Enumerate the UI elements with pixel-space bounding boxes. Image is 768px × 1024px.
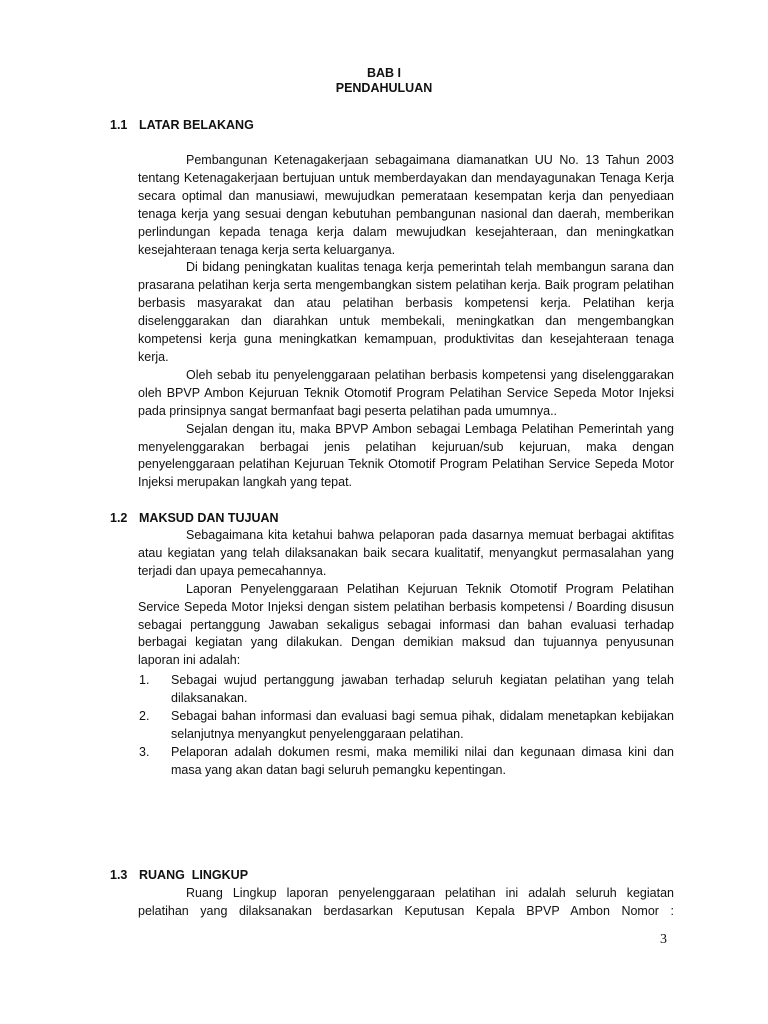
- list-item-number: 2.: [139, 708, 150, 723]
- list-item: [138, 708, 674, 744]
- list-item-text: Pelaporan adalah dokumen resmi, maka memiliki nilai dan kegunaan dimasa kini dan masa yang akan datan bagi seluruh pemangku kepentingan.: [171, 744, 674, 777]
- paragraph: Sebagaimana kita ketahui bahwa pelaporan pada dasarnya memuat berbagai aktifitas atau kegiatan yang telah dilaksanakan baik secara kualitatif, menyangkut permasalahan yang terjadi dan upaya pemecahannya.: [138, 528, 674, 578]
- section-number: 1.1: [110, 118, 128, 132]
- section-number: 1.3: [110, 868, 128, 882]
- section-heading-latar-belakang: [110, 118, 254, 133]
- section-body-maksud-dan-tujuan: [138, 527, 674, 670]
- list-item-text: Sebagai wujud pertanggung jawaban terhadap seluruh kegiatan pelatihan yang telah dilaksanakan.: [171, 673, 674, 705]
- paragraph: Ruang Lingkup laporan penyelenggaraan pelatihan ini adalah seluruh kegiatan pelatihan yang dilaksanakan berdasarkan Keputusan Kepala BPVP Ambon Nomor :: [138, 886, 674, 918]
- section-number: 1.2: [110, 511, 128, 525]
- section-heading-ruang-lingkup: [110, 868, 248, 883]
- section-title: MAKSUD DAN TUJUAN: [139, 511, 279, 525]
- chapter-title: PENDAHULUAN: [335, 81, 433, 95]
- section-title: RUANG LINGKUP: [139, 868, 249, 882]
- page-number: 3: [660, 932, 667, 947]
- purpose-list: [138, 672, 674, 779]
- section-heading-maksud-dan-tujuan: [110, 511, 279, 526]
- section-title: LATAR BELAKANG: [139, 118, 254, 132]
- list-item-number: 1.: [139, 673, 150, 687]
- list-item: [138, 672, 674, 708]
- paragraph: Sejalan dengan itu, maka BPVP Ambon sebagai Lembaga Pelatihan Pemerintah yang menyelenggarakan berbagai jenis pelatihan kejuruan/sub kejuruan, maka dengan penyelenggaraan pelatihan Kejuruan Teknik Otomotif Program Pelatihan Service Sepeda Motor Injeksi merupakan langkah yang tepat.: [138, 421, 674, 490]
- list-item-text: Sebagai bahan informasi dan evaluasi bagi semua pihak, didalam menetapkan kebijakan selanjutnya menyangkut penyelenggaraan pelatihan.: [171, 708, 674, 741]
- paragraph: Di bidang peningkatan kualitas tenaga kerja pemerintah telah membangun sarana dan prasarana pelatihan kerja serta mengembangkan sistem pelatihan kerja. Baik program pelatihan berbasis masyarakat dan atau pelatihan berbasis kompetensi kerja. Pelatihan kerja diselenggarakan dan diarahkan untuk membekali, meningkatkan dan mengembangkan kompetensi kerja guna meningkatkan kemampuan, produktivitas dan kesejahteraan tenaga kerja.: [138, 260, 674, 364]
- section-body-ruang-lingkup: [138, 885, 674, 921]
- paragraph: Laporan Penyelenggaraan Pelatihan Kejuruan Teknik Otomotif Program Pelatihan Service Sepeda Motor Injeksi dengan sistem pelatihan berbasis kompetensi / Boarding disusun sebagai pertanggung Jawaban sekaligus sebagai informasi dan bahan evaluasi terhadap berbagai kegiatan yang dilakukan. Dengan demikian maksud dan tujuannya penyusunan laporan ini adalah:: [138, 581, 674, 668]
- list-item: [138, 744, 674, 780]
- paragraph: Oleh sebab itu penyelenggaraan pelatihan berbasis kompetensi yang diselenggarakan oleh BPVP Ambon Kejuruan Teknik Otomotif Program Pelatihan Service Sepeda Motor Injeksi pada prinsipnya sangat bermanfaat bagi peserta pelatihan pada umumnya..: [138, 367, 674, 418]
- list-item-number: 3.: [139, 744, 150, 759]
- chapter-label: BAB I: [366, 66, 402, 80]
- paragraph: Pembangunan Ketenagakerjaan sebagaimana diamanatkan UU No. 13 Tahun 2003 tentang Ketenagakerjaan bertujuan untuk memberdayakan dan mendayagunakan Tenaga Kerja secara optimal dan manusiawi, mewujudkan pemerataan kesempatan kerja dan penyediaan tenaga kerja yang sesuai dengan kebutuhan pembangunan nasional dan daerah, memberikan perlindungan kepada tenaga kerja dalam mewujudkan kesejahteraan, dan meningkatkan kesejahteraan tenaga kerja serta keluarganya.: [138, 153, 674, 257]
- section-body-latar-belakang: [138, 152, 674, 492]
